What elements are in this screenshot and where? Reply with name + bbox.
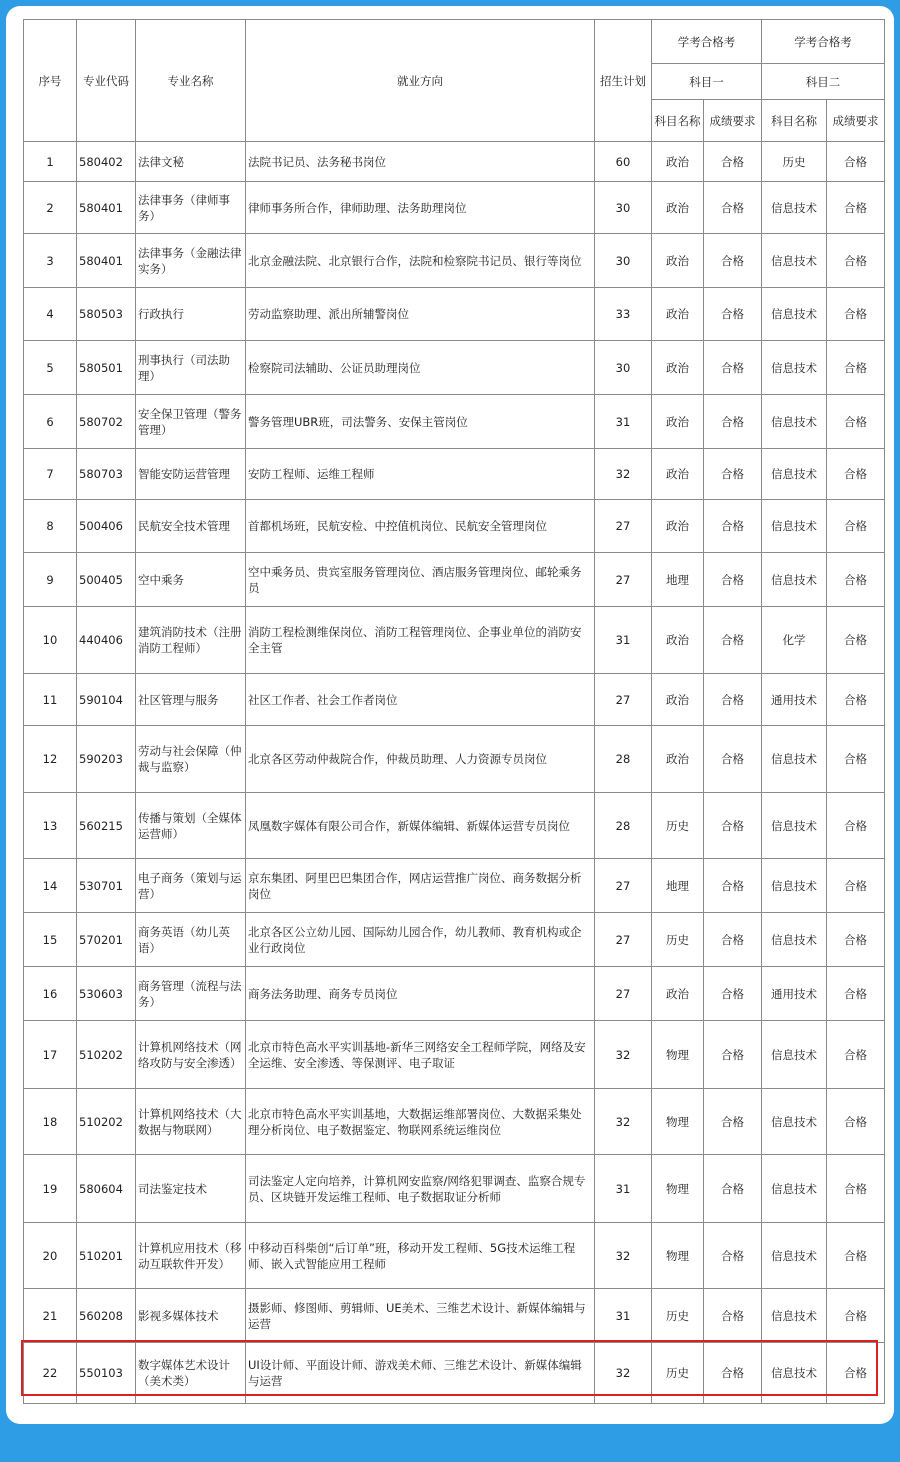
row-score-2: 合格: [827, 449, 885, 500]
row-subject-2: 信息技术: [762, 1021, 827, 1089]
row-plan: 27: [595, 674, 652, 726]
row-name: 社区管理与服务: [136, 674, 246, 726]
row-plan: 30: [595, 234, 652, 288]
header-seq: 序号: [24, 20, 77, 142]
row-direction: 北京市特色高水平实训基地，大数据运维部署岗位、大数据采集处理分析岗位、电子数据鉴定、物联网系统运维岗位: [246, 1089, 595, 1155]
row-code: 560208: [77, 1289, 136, 1343]
row-subject-2: 通用技术: [762, 674, 827, 726]
row-plan: 32: [595, 1089, 652, 1155]
row-direction: 法院书记员、法务秘书岗位: [246, 142, 595, 182]
row-name: 法律文秘: [136, 142, 246, 182]
header-exam-group-1: 学考合格考: [652, 20, 762, 64]
row-code: 510202: [77, 1089, 136, 1155]
row-code: 530701: [77, 859, 136, 913]
row-seq: 10: [24, 607, 77, 674]
row-direction: 北京金融法院、北京银行合作，法院和检察院书记员、银行等岗位: [246, 234, 595, 288]
row-name: 计算机网络技术（网络攻防与安全渗透）: [136, 1021, 246, 1089]
row-score-2: 合格: [827, 1021, 885, 1089]
row-score-2: 合格: [827, 674, 885, 726]
row-seq: 15: [24, 913, 77, 967]
row-seq: 21: [24, 1289, 77, 1343]
row-code: 580503: [77, 288, 136, 341]
row-seq: 17: [24, 1021, 77, 1089]
row-subject-1: 政治: [652, 234, 704, 288]
row-plan: 60: [595, 142, 652, 182]
row-subject-2: 历史: [762, 142, 827, 182]
table-row: [24, 913, 885, 967]
row-plan: 28: [595, 793, 652, 859]
row-name: 安全保卫管理（警务管理）: [136, 395, 246, 449]
table-row: [24, 500, 885, 553]
row-score-1: 合格: [704, 1223, 762, 1289]
row-name: 民航安全技术管理: [136, 500, 246, 553]
row-plan: 27: [595, 500, 652, 553]
row-subject-1: 物理: [652, 1155, 704, 1223]
row-plan: 32: [595, 1021, 652, 1089]
row-score-2: 合格: [827, 182, 885, 234]
row-score-2: 合格: [827, 288, 885, 341]
row-code: 580401: [77, 182, 136, 234]
row-score-1: 合格: [704, 1021, 762, 1089]
table-row: [24, 288, 885, 341]
row-subject-2: 信息技术: [762, 182, 827, 234]
row-plan: 31: [595, 1155, 652, 1223]
row-plan: 31: [595, 607, 652, 674]
row-subject-1: 政治: [652, 341, 704, 395]
table-body: [24, 142, 885, 1404]
row-direction: UI设计师、平面设计师、游戏美术师、三维艺术设计、新媒体编辑与运营: [246, 1343, 595, 1404]
row-name: 行政执行: [136, 288, 246, 341]
row-direction: 安防工程师、运维工程师: [246, 449, 595, 500]
row-code: 580604: [77, 1155, 136, 1223]
row-plan: 32: [595, 449, 652, 500]
table-row: [24, 234, 885, 288]
document-card: [6, 6, 894, 1424]
row-name: 商务英语（幼儿英语）: [136, 913, 246, 967]
row-score-1: 合格: [704, 674, 762, 726]
row-subject-2: 信息技术: [762, 913, 827, 967]
row-score-1: 合格: [704, 341, 762, 395]
table-row: [24, 1089, 885, 1155]
table-row: [24, 674, 885, 726]
row-score-1: 合格: [704, 1289, 762, 1343]
header-subject-2: 科目二: [762, 64, 885, 100]
row-score-1: 合格: [704, 913, 762, 967]
row-code: 500406: [77, 500, 136, 553]
row-name: 法律事务（律师事务）: [136, 182, 246, 234]
row-name: 商务管理（流程与法务）: [136, 967, 246, 1021]
table-row: [24, 1223, 885, 1289]
row-subject-2: 信息技术: [762, 234, 827, 288]
row-seq: 5: [24, 341, 77, 395]
row-score-1: 合格: [704, 1089, 762, 1155]
row-seq: 1: [24, 142, 77, 182]
table-row: [24, 1289, 885, 1343]
header-exam-group-2: 学考合格考: [762, 20, 885, 64]
row-plan: 27: [595, 913, 652, 967]
row-direction: 检察院司法辅助、公证员助理岗位: [246, 341, 595, 395]
row-subject-2: 信息技术: [762, 793, 827, 859]
row-score-2: 合格: [827, 859, 885, 913]
row-subject-2: 信息技术: [762, 859, 827, 913]
row-score-2: 合格: [827, 395, 885, 449]
row-direction: 首都机场班，民航安检、中控值机岗位、民航安全管理岗位: [246, 500, 595, 553]
row-subject-1: 政治: [652, 288, 704, 341]
row-subject-1: 地理: [652, 859, 704, 913]
row-subject-1: 政治: [652, 607, 704, 674]
table-row: [24, 449, 885, 500]
row-subject-1: 地理: [652, 553, 704, 607]
row-seq: 8: [24, 500, 77, 553]
row-score-2: 合格: [827, 913, 885, 967]
header-score-req-2: 成绩要求: [827, 100, 885, 142]
row-direction: 警务管理UBR班，司法警务、安保主管岗位: [246, 395, 595, 449]
row-subject-1: 历史: [652, 913, 704, 967]
row-direction: 律师事务所合作，律师助理、法务助理岗位: [246, 182, 595, 234]
table-row: [24, 726, 885, 793]
row-subject-1: 政治: [652, 182, 704, 234]
row-plan: 32: [595, 1343, 652, 1404]
row-subject-1: 政治: [652, 967, 704, 1021]
row-plan: 31: [595, 395, 652, 449]
table-row: [24, 859, 885, 913]
row-score-1: 合格: [704, 607, 762, 674]
row-score-1: 合格: [704, 967, 762, 1021]
row-subject-1: 政治: [652, 142, 704, 182]
row-subject-2: 信息技术: [762, 1089, 827, 1155]
row-name: 计算机网络技术（大数据与物联网）: [136, 1089, 246, 1155]
row-score-1: 合格: [704, 395, 762, 449]
row-subject-1: 政治: [652, 674, 704, 726]
row-subject-2: 信息技术: [762, 500, 827, 553]
row-name: 智能安防运营管理: [136, 449, 246, 500]
row-name: 电子商务（策划与运营）: [136, 859, 246, 913]
row-subject-1: 历史: [652, 1343, 704, 1404]
row-seq: 16: [24, 967, 77, 1021]
row-subject-2: 信息技术: [762, 288, 827, 341]
table-row: [24, 967, 885, 1021]
row-code: 590203: [77, 726, 136, 793]
row-name: 刑事执行（司法助理）: [136, 341, 246, 395]
row-seq: 12: [24, 726, 77, 793]
table-row: [24, 553, 885, 607]
row-code: 580501: [77, 341, 136, 395]
row-name: 司法鉴定技术: [136, 1155, 246, 1223]
row-score-2: 合格: [827, 1289, 885, 1343]
row-seq: 22: [24, 1343, 77, 1404]
row-subject-1: 政治: [652, 449, 704, 500]
row-plan: 33: [595, 288, 652, 341]
table-header: [24, 20, 885, 142]
row-subject-1: 物理: [652, 1021, 704, 1089]
row-score-2: 合格: [827, 142, 885, 182]
row-seq: 18: [24, 1089, 77, 1155]
row-subject-1: 物理: [652, 1089, 704, 1155]
row-plan: 27: [595, 859, 652, 913]
row-score-2: 合格: [827, 793, 885, 859]
table-row: [24, 341, 885, 395]
row-subject-2: 信息技术: [762, 395, 827, 449]
row-plan: 27: [595, 967, 652, 1021]
row-name: 数字媒体艺术设计（美术类）: [136, 1343, 246, 1404]
row-score-2: 合格: [827, 1223, 885, 1289]
row-code: 580702: [77, 395, 136, 449]
row-direction: 北京市特色高水平实训基地-新华三网络安全工程师学院，网络及安全运维、安全渗透、等保测评、电子取证: [246, 1021, 595, 1089]
row-subject-2: 信息技术: [762, 553, 827, 607]
table-row: [24, 142, 885, 182]
row-seq: 11: [24, 674, 77, 726]
row-direction: 摄影师、修图师、剪辑师、UE美术、三维艺术设计、新媒体编辑与运营: [246, 1289, 595, 1343]
table-row: [24, 182, 885, 234]
row-plan: 27: [595, 553, 652, 607]
row-direction: 凤凰数字媒体有限公司合作，新媒体编辑、新媒体运营专员岗位: [246, 793, 595, 859]
table-row: [24, 607, 885, 674]
row-score-2: 合格: [827, 1089, 885, 1155]
row-direction: 中移动百科柴创“后订单”班，移动开发工程师、5G技术运维工程师、嵌入式智能应用工程师: [246, 1223, 595, 1289]
row-score-2: 合格: [827, 234, 885, 288]
row-score-1: 合格: [704, 1155, 762, 1223]
row-score-2: 合格: [827, 341, 885, 395]
row-direction: 劳动监察助理、派出所辅警岗位: [246, 288, 595, 341]
row-score-1: 合格: [704, 553, 762, 607]
row-score-2: 合格: [827, 607, 885, 674]
row-subject-1: 历史: [652, 1289, 704, 1343]
header-subject-name-2: 科目名称: [762, 100, 827, 142]
row-score-2: 合格: [827, 967, 885, 1021]
row-seq: 4: [24, 288, 77, 341]
row-score-1: 合格: [704, 500, 762, 553]
row-plan: 31: [595, 1289, 652, 1343]
row-seq: 7: [24, 449, 77, 500]
row-score-2: 合格: [827, 553, 885, 607]
row-score-1: 合格: [704, 182, 762, 234]
row-name: 计算机应用技术（移动互联软件开发）: [136, 1223, 246, 1289]
row-direction: 北京各区劳动仲裁院合作，仲裁员助理、人力资源专员岗位: [246, 726, 595, 793]
row-score-1: 合格: [704, 234, 762, 288]
row-name: 传播与策划（全媒体运营师）: [136, 793, 246, 859]
row-seq: 19: [24, 1155, 77, 1223]
row-code: 580401: [77, 234, 136, 288]
row-code: 510202: [77, 1021, 136, 1089]
row-subject-1: 物理: [652, 1223, 704, 1289]
row-direction: 商务法务助理、商务专员岗位: [246, 967, 595, 1021]
row-direction: 北京各区公立幼儿园、国际幼儿园合作，幼儿教师、教育机构或企业行政岗位: [246, 913, 595, 967]
row-direction: 社区工作者、社会工作者岗位: [246, 674, 595, 726]
row-code: 580703: [77, 449, 136, 500]
row-subject-2: 通用技术: [762, 967, 827, 1021]
row-score-2: 合格: [827, 1155, 885, 1223]
row-subject-1: 政治: [652, 395, 704, 449]
row-score-1: 合格: [704, 142, 762, 182]
table-row: [24, 1343, 885, 1404]
row-subject-2: 化学: [762, 607, 827, 674]
row-code: 550103: [77, 1343, 136, 1404]
row-seq: 20: [24, 1223, 77, 1289]
row-subject-1: 政治: [652, 500, 704, 553]
table-row: [24, 1155, 885, 1223]
row-score-1: 合格: [704, 1343, 762, 1404]
header-code: 专业代码: [77, 20, 136, 142]
header-plan: 招生计划: [595, 20, 652, 142]
row-plan: 30: [595, 341, 652, 395]
row-score-1: 合格: [704, 449, 762, 500]
row-name: 建筑消防技术（注册消防工程师）: [136, 607, 246, 674]
row-direction: 京东集团、阿里巴巴集团合作，网店运营推广岗位、商务数据分析岗位: [246, 859, 595, 913]
header-name: 专业名称: [136, 20, 246, 142]
row-seq: 2: [24, 182, 77, 234]
row-code: 560215: [77, 793, 136, 859]
row-direction: 消防工程检测维保岗位、消防工程管理岗位、企事业单位的消防安全主管: [246, 607, 595, 674]
row-score-2: 合格: [827, 726, 885, 793]
header-direction: 就业方向: [246, 20, 595, 142]
header-subject-1: 科目一: [652, 64, 762, 100]
row-code: 440406: [77, 607, 136, 674]
row-subject-1: 历史: [652, 793, 704, 859]
row-plan: 32: [595, 1223, 652, 1289]
table-row: [24, 395, 885, 449]
row-score-1: 合格: [704, 288, 762, 341]
row-subject-2: 信息技术: [762, 1155, 827, 1223]
row-code: 590104: [77, 674, 136, 726]
header-subject-name-1: 科目名称: [652, 100, 704, 142]
header-score-req-1: 成绩要求: [704, 100, 762, 142]
table-row: [24, 1021, 885, 1089]
table-row: [24, 793, 885, 859]
row-seq: 14: [24, 859, 77, 913]
row-name: 法律事务（金融法律实务）: [136, 234, 246, 288]
row-code: 570201: [77, 913, 136, 967]
row-score-2: 合格: [827, 1343, 885, 1404]
row-direction: 司法鉴定人定向培养，计算机网安监察/网络犯罪调查、监察合规专员、区块链开发运维工程师、电子数据取证分析师: [246, 1155, 595, 1223]
row-seq: 3: [24, 234, 77, 288]
row-subject-2: 信息技术: [762, 1223, 827, 1289]
enrollment-table: [23, 19, 885, 1404]
row-score-1: 合格: [704, 793, 762, 859]
row-name: 空中乘务: [136, 553, 246, 607]
row-seq: 6: [24, 395, 77, 449]
row-code: 530603: [77, 967, 136, 1021]
row-subject-2: 信息技术: [762, 449, 827, 500]
row-seq: 13: [24, 793, 77, 859]
row-subject-2: 信息技术: [762, 341, 827, 395]
row-subject-2: 信息技术: [762, 1343, 827, 1404]
row-code: 500405: [77, 553, 136, 607]
row-score-1: 合格: [704, 859, 762, 913]
row-plan: 30: [595, 182, 652, 234]
row-score-1: 合格: [704, 726, 762, 793]
row-name: 影视多媒体技术: [136, 1289, 246, 1343]
row-subject-2: 信息技术: [762, 1289, 827, 1343]
row-code: 580402: [77, 142, 136, 182]
row-score-2: 合格: [827, 500, 885, 553]
row-subject-1: 政治: [652, 726, 704, 793]
row-seq: 9: [24, 553, 77, 607]
row-name: 劳动与社会保障（仲裁与监察）: [136, 726, 246, 793]
row-code: 510201: [77, 1223, 136, 1289]
row-plan: 28: [595, 726, 652, 793]
row-direction: 空中乘务员、贵宾室服务管理岗位、酒店服务管理岗位、邮轮乘务员: [246, 553, 595, 607]
row-subject-2: 信息技术: [762, 726, 827, 793]
